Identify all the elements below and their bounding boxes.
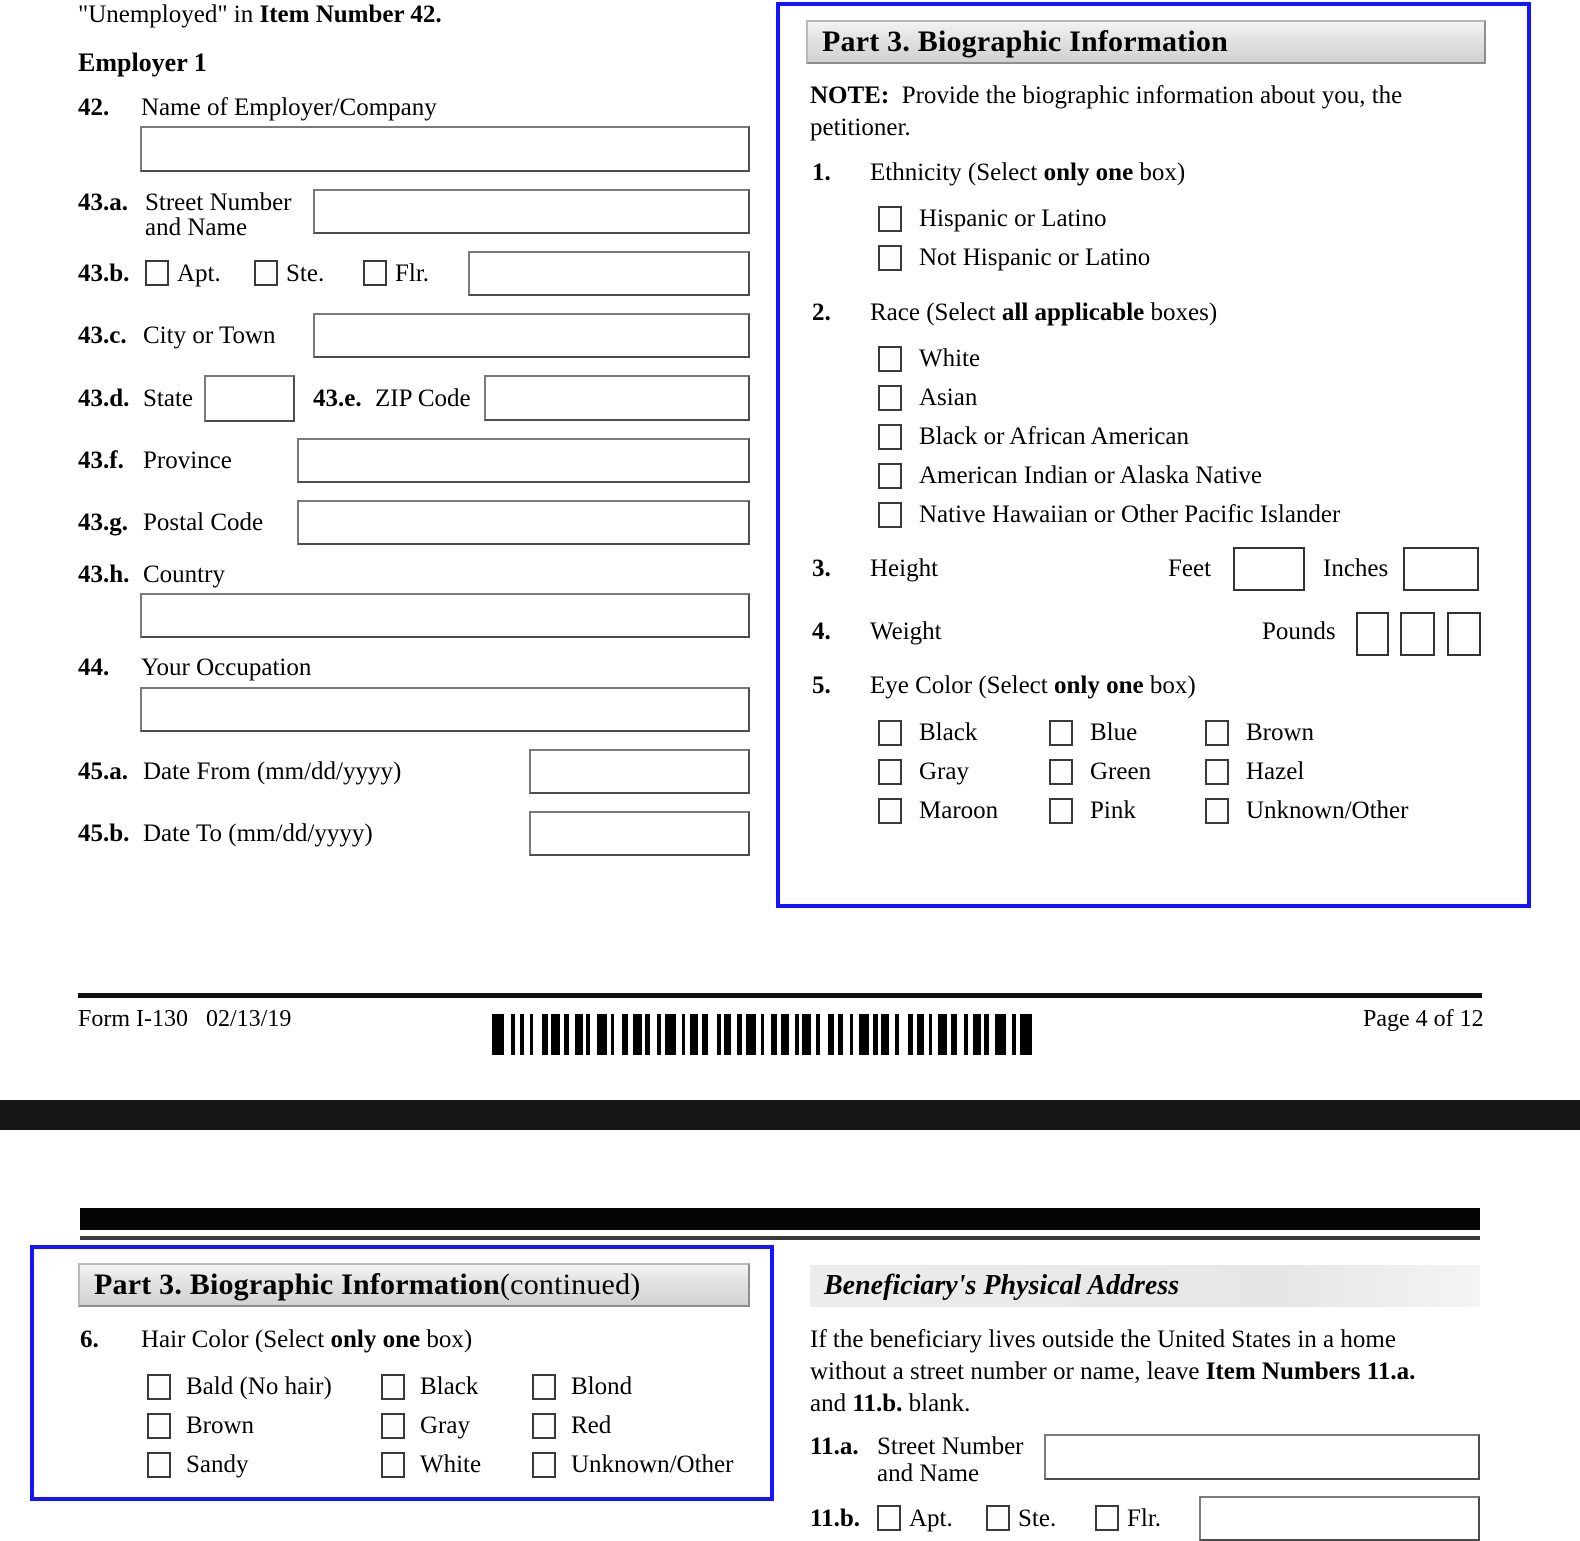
beneficiary-instruction-line3-post: blank. (902, 1390, 971, 1417)
footer-page-number: Page 4 of 12 (1363, 1006, 1484, 1032)
checkbox-label-race-white: White (919, 345, 981, 372)
field-number-43c: 43.c. (78, 322, 127, 349)
item-number-2: 2. (812, 299, 831, 326)
item-number-1: 1. (812, 159, 831, 186)
eye-color-prompt-pre: Eye Color (Select (870, 672, 1054, 699)
eye-color-prompt-post: box) (1143, 672, 1196, 699)
checkbox-hair-white[interactable] (381, 1452, 405, 1478)
field-label-43a-line2: and Name (145, 214, 248, 241)
race-prompt-post: boxes) (1144, 299, 1218, 326)
footer-form-date-text: 02/13/19 (206, 1006, 292, 1032)
checkbox-hispanic-or-latino[interactable] (878, 206, 902, 232)
page-5-top-rule (80, 1236, 1480, 1240)
hair-color-prompt-bold: only one (330, 1326, 421, 1353)
checkbox-beneficiary-ste[interactable] (986, 1505, 1010, 1531)
beneficiary-apt-ste-flr-number-input[interactable] (1199, 1496, 1480, 1541)
part3-note-text-line1: Provide the biographic information about you, the (901, 82, 1403, 109)
height-unit-inches: Inches (1323, 555, 1389, 582)
employer-name-input[interactable] (140, 126, 750, 172)
field-label-42: Name of Employer/Company (141, 94, 437, 121)
city-or-town-input[interactable] (313, 313, 750, 358)
checkbox-ste[interactable] (254, 260, 278, 286)
checkbox-label-beneficiary-ste: Ste. (1018, 1505, 1057, 1532)
checkbox-race-american-indian-or-alaska-native[interactable] (878, 463, 902, 489)
footer-rule (78, 993, 1482, 998)
item-prompt-hair-color (141, 1327, 472, 1352)
item-prompt-race (870, 300, 1217, 325)
checkbox-label-race-asian: Asian (919, 384, 978, 411)
checkbox-label-ste: Ste. (286, 260, 325, 287)
street-number-name-input[interactable] (313, 189, 750, 234)
item-label-weight: Weight (870, 618, 942, 645)
field-number-43f: 43.f. (78, 447, 124, 474)
field-number-45b: 45.b. (78, 820, 130, 847)
checkbox-hair-blond[interactable] (532, 1374, 556, 1400)
checkbox-label-hair-blond: Blond (571, 1373, 633, 1400)
checkbox-label-eye-unknown-other: Unknown/Other (1246, 797, 1409, 824)
beneficiary-instruction-line2-bold: Item Numbers 11.a. (1205, 1358, 1416, 1385)
occupation-input[interactable] (140, 687, 750, 732)
checkbox-label-hair-sandy: Sandy (186, 1451, 249, 1478)
country-input[interactable] (140, 593, 750, 638)
field-label-43e: ZIP Code (375, 385, 471, 412)
checkbox-label-apt: Apt. (177, 260, 221, 287)
field-label-43c: City or Town (143, 322, 276, 349)
intro-text-bold: Item Number 42. (259, 1, 442, 28)
field-number-43g: 43.g. (78, 509, 128, 536)
checkbox-label-hair-red: Red (571, 1412, 612, 1439)
weight-digit-2-input[interactable] (1400, 612, 1435, 656)
item-number-5: 5. (812, 672, 831, 699)
checkbox-flr[interactable] (363, 260, 387, 286)
date-from-input[interactable] (529, 749, 750, 794)
checkbox-label-hair-bald: Bald (No hair) (186, 1373, 332, 1400)
page-5-top-bar (80, 1208, 1480, 1230)
postal-code-input[interactable] (297, 500, 750, 545)
field-number-44: 44. (78, 654, 110, 681)
hair-color-prompt-pre: Hair Color (Select (141, 1326, 331, 1353)
date-to-input[interactable] (529, 811, 750, 856)
field-number-43h: 43.h. (78, 561, 130, 588)
weight-digit-3-input[interactable] (1447, 612, 1481, 656)
field-label-44: Your Occupation (141, 654, 312, 681)
eye-color-prompt-bold: only one (1053, 672, 1144, 699)
checkbox-label-hair-unknown-other: Unknown/Other (571, 1451, 734, 1478)
field-label-43g: Postal Code (143, 509, 264, 536)
footer-form-id (78, 1007, 291, 1031)
item-prompt-ethnicity (870, 160, 1185, 185)
checkbox-label-beneficiary-apt: Apt. (909, 1505, 953, 1532)
checkbox-eye-unknown-other[interactable] (1205, 798, 1229, 824)
part3-header-title: Part 3. Biographic Information (822, 25, 1228, 58)
field-number-43d: 43.d. (78, 385, 130, 412)
ethnicity-prompt-post: box) (1133, 159, 1186, 186)
checkbox-label-hair-white: White (420, 1451, 482, 1478)
checkbox-label-eye-green: Green (1090, 758, 1152, 785)
checkbox-label-hair-black: Black (420, 1373, 479, 1400)
field-number-11a: 11.a. (810, 1433, 859, 1460)
checkbox-hair-bald[interactable] (147, 1374, 171, 1400)
field-number-11b: 11.b. (810, 1505, 861, 1532)
field-number-45a: 45.a. (78, 758, 128, 785)
checkbox-eye-brown[interactable] (1205, 720, 1229, 746)
checkbox-label-hair-gray: Gray (420, 1412, 470, 1439)
page-separator-band (0, 1100, 1580, 1130)
intro-text (78, 2, 442, 27)
beneficiary-address-header (810, 1265, 1480, 1307)
height-unit-feet: Feet (1168, 555, 1212, 582)
checkbox-eye-pink[interactable] (1049, 798, 1073, 824)
hair-color-prompt-post: box) (420, 1326, 473, 1353)
part3-continued-header (78, 1263, 750, 1307)
field-label-45b: Date To (mm/dd/yyyy) (143, 820, 373, 847)
checkbox-label-eye-gray: Gray (919, 758, 969, 785)
checkbox-eye-green[interactable] (1049, 759, 1073, 785)
checkbox-beneficiary-apt[interactable] (877, 1505, 901, 1531)
apt-ste-flr-number-input[interactable] (468, 251, 750, 296)
checkbox-eye-gray[interactable] (878, 759, 902, 785)
race-prompt-bold: all applicable (1001, 299, 1145, 326)
field-number-42: 42. (78, 94, 110, 121)
zip-code-input[interactable] (484, 375, 750, 421)
weight-digit-1-input[interactable] (1356, 612, 1389, 656)
checkbox-eye-maroon[interactable] (878, 798, 902, 824)
checkbox-hair-red[interactable] (532, 1413, 556, 1439)
weight-unit-pounds: Pounds (1262, 618, 1336, 645)
checkbox-label-race-american-indian-or-alaska-native: American Indian or Alaska Native (919, 462, 1262, 489)
checkbox-label-eye-maroon: Maroon (919, 797, 999, 824)
checkbox-label-hair-brown: Brown (186, 1412, 255, 1439)
part3-note-label: NOTE: (810, 82, 890, 109)
field-label-43h: Country (143, 561, 225, 588)
field-number-43a: 43.a. (78, 189, 128, 216)
part3-continued-header-suffix: (continued) (499, 1268, 641, 1301)
ethnicity-prompt-bold: only one (1043, 159, 1134, 186)
beneficiary-instruction-line2-pre: without a street number or name, leave (810, 1358, 1206, 1385)
checkbox-race-asian[interactable] (878, 385, 902, 411)
part3-note-line1 (810, 83, 1402, 108)
checkbox-label-flr: Flr. (395, 260, 430, 287)
checkbox-label-hispanic-or-latino: Hispanic or Latino (919, 205, 1107, 232)
checkbox-hair-unknown-other[interactable] (532, 1452, 556, 1478)
beneficiary-instruction-line3-pre: and (810, 1390, 853, 1417)
field-label-11a-line1: Street Number (877, 1433, 1024, 1460)
checkbox-hair-black[interactable] (381, 1374, 405, 1400)
checkbox-beneficiary-flr[interactable] (1095, 1505, 1119, 1531)
checkbox-eye-black[interactable] (878, 720, 902, 746)
checkbox-label-eye-hazel: Hazel (1246, 758, 1305, 785)
employer-heading: Employer 1 (78, 48, 207, 77)
height-feet-input[interactable] (1233, 547, 1305, 591)
ethnicity-prompt-pre: Ethnicity (Select (870, 159, 1044, 186)
checkbox-eye-hazel[interactable] (1205, 759, 1229, 785)
checkbox-hair-brown[interactable] (147, 1413, 171, 1439)
beneficiary-instruction-line1: If the beneficiary lives outside the United States in a home (810, 1326, 1396, 1353)
state-input[interactable] (204, 375, 295, 422)
part3-continued-header-title: Part 3. Biographic Information (94, 1268, 500, 1301)
field-label-45a: Date From (mm/dd/yyyy) (143, 758, 402, 785)
beneficiary-address-header-title: Beneficiary's Physical Address (824, 1270, 1180, 1301)
field-label-43f: Province (143, 447, 232, 474)
field-label-11a-line2: and Name (877, 1460, 980, 1487)
checkbox-apt[interactable] (145, 260, 169, 286)
checkbox-label-eye-blue: Blue (1090, 719, 1138, 746)
item-number-4: 4. (812, 618, 831, 645)
checkbox-eye-blue[interactable] (1049, 720, 1073, 746)
checkbox-race-white[interactable] (878, 346, 902, 372)
item-number-6: 6. (80, 1326, 99, 1353)
footer-form-id-text: Form I-130 (78, 1006, 188, 1032)
barcode (492, 1014, 1182, 1055)
checkbox-label-eye-black: Black (919, 719, 978, 746)
checkbox-race-native-hawaiian-or-other-pacific-islander[interactable] (878, 502, 902, 528)
checkbox-not-hispanic-or-latino[interactable] (878, 245, 902, 271)
field-label-43d: State (143, 385, 193, 412)
checkbox-race-black-or-african-american[interactable] (878, 424, 902, 450)
beneficiary-street-number-name-input[interactable] (1044, 1434, 1480, 1480)
checkbox-hair-sandy[interactable] (147, 1452, 171, 1478)
checkbox-hair-gray[interactable] (381, 1413, 405, 1439)
checkbox-label-race-native-hawaiian-or-other-pacific-islander: Native Hawaiian or Other Pacific Islander (919, 501, 1341, 528)
field-number-43b: 43.b. (78, 260, 130, 287)
checkbox-label-eye-pink: Pink (1090, 797, 1136, 824)
field-label-43a-line1: Street Number (145, 189, 292, 216)
field-number-43e: 43.e. (313, 385, 362, 412)
beneficiary-instruction-line3-bold: 11.b. (852, 1390, 903, 1417)
beneficiary-instruction-line3 (810, 1391, 970, 1416)
item-label-height: Height (870, 555, 939, 582)
intro-text-prefix: "Unemployed" in (78, 1, 260, 28)
item-prompt-eye-color (870, 673, 1196, 698)
checkbox-label-eye-brown: Brown (1246, 719, 1315, 746)
checkbox-label-not-hispanic-or-latino: Not Hispanic or Latino (919, 244, 1151, 271)
part3-header (806, 20, 1486, 64)
province-input[interactable] (297, 438, 750, 483)
part3-note-line2: petitioner. (810, 114, 911, 141)
checkbox-label-race-black-or-african-american: Black or African American (919, 423, 1190, 450)
race-prompt-pre: Race (Select (870, 299, 1002, 326)
item-number-3: 3. (812, 555, 831, 582)
checkbox-label-beneficiary-flr: Flr. (1127, 1505, 1162, 1532)
beneficiary-instruction-line2 (810, 1359, 1415, 1384)
height-inches-input[interactable] (1403, 547, 1479, 591)
